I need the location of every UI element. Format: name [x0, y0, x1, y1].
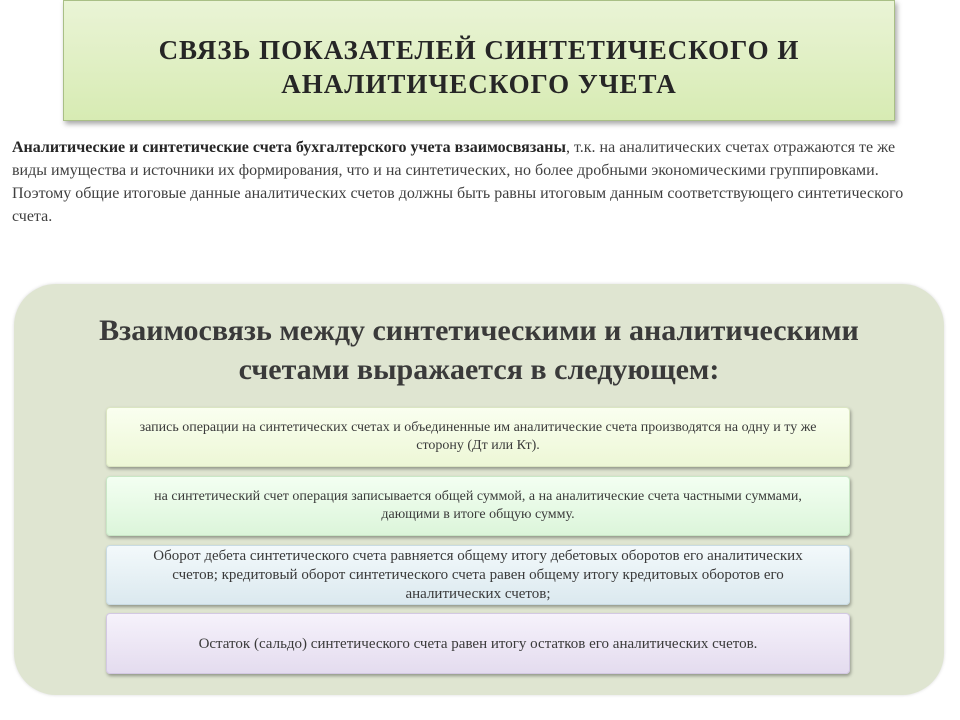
relationship-item-text: на синтетический счет операция записывается общей суммой, а на аналитические счета частными суммами, дающими в итоге общую сумму.	[154, 489, 802, 522]
relationship-item-3	[106, 545, 850, 605]
relationship-item-4	[106, 613, 850, 674]
relationship-item-1	[106, 407, 850, 467]
title-banner	[63, 0, 895, 121]
relationship-item-text: Остаток (сальдо) синтетического счета равен итогу остатков его аналитических счетов.	[198, 635, 758, 652]
panel-heading-line2: счетами выражается в следующем:	[238, 353, 720, 386]
page-title	[159, 33, 800, 101]
panel-heading-line1: Взаимосвязь между синтетическими и аналитическими	[99, 314, 859, 347]
intro-paragraph	[12, 136, 922, 228]
relationship-item-2	[106, 476, 850, 536]
page-title-line2: АНАЛИТИЧЕСКОГО УЧЕТА	[281, 68, 677, 99]
page-title-line1: СВЯЗЬ ПОКАЗАТЕЛЕЙ СИНТЕТИЧЕСКОГО И	[158, 34, 800, 65]
panel-heading	[14, 311, 944, 389]
relationship-item-text: Оборот дебета синтетического счета равняется общему итогу дебетовых оборотов его аналитических счетов; кредитовый оборот синтетического счета равен общему итогу кредитовых оборотов его аналитических счетов;	[153, 547, 803, 602]
intro-bold-text: Аналитические и синтетические счета бухгалтерского учета взаимосвязаны	[12, 139, 566, 156]
relationship-panel	[14, 284, 944, 695]
intro-regular-text: , т.к. на аналитических счетах отражаются те же виды имущества и источники их формирования, что и на синтетических, но более дробными экономическими группировками. Поэтому общие итоговые данные аналитических счетов должны быть равны итоговым данным соответствующего синтетического счета.	[12, 139, 904, 225]
relationship-item-text: запись операции на синтетических счетах и объединенные им аналитические счета производятся на одну и ту же сторону (Дт или Кт).	[139, 420, 817, 453]
